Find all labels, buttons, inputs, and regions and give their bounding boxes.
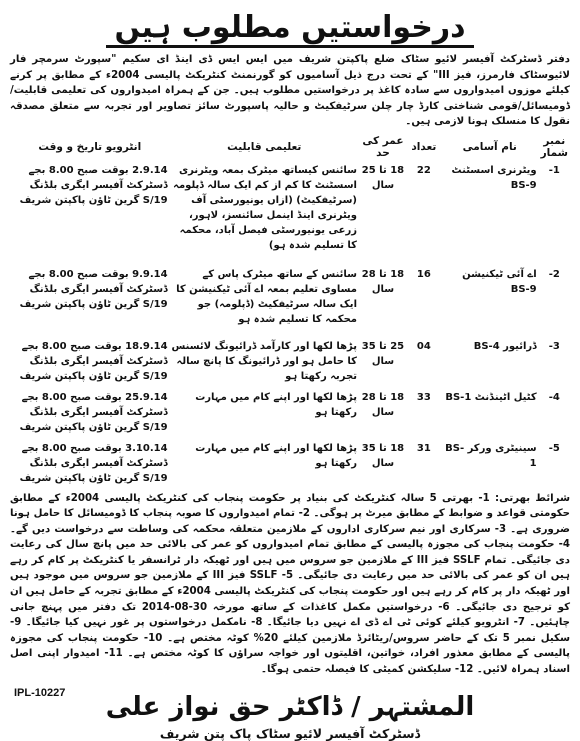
header-count: تعداد bbox=[411, 140, 437, 153]
cell-interview-date: 25.9.14 بوقت صبح 8.00 بجے ڈسٹرکٹ آفیسر ایگری بلڈنگ 19/S گرین ٹاؤن پاکپتن شریف bbox=[19, 391, 168, 433]
cell-count: 31 bbox=[416, 442, 431, 454]
cell-serial: 3- bbox=[548, 340, 560, 352]
cell-serial: 2- bbox=[548, 268, 560, 280]
header-qualification: تعلیمی قابلیت bbox=[227, 140, 302, 153]
cell-age: 25 تا 35 سال bbox=[361, 340, 405, 367]
cell-interview-date: 9.9.14 بوقت صبح 8.00 بجے ڈسٹرکٹ آفیسر ایگری بلڈنگ 19/S گرین ٹاؤن پاکپتن شریف bbox=[19, 268, 168, 310]
page-title bbox=[10, 10, 570, 46]
cell-post: ویٹرنری اسسٹنٹ BS-9 bbox=[451, 164, 537, 191]
header-post: نام آسامی bbox=[462, 140, 517, 153]
cell-count: 33 bbox=[416, 391, 431, 403]
cell-serial: 1- bbox=[548, 164, 560, 176]
cell-post: کٹیل اٹینڈنٹ BS-1 bbox=[445, 391, 537, 403]
office-name: ڈسٹرکٹ آفیسر لائیو سٹاک پاک پتن شریف bbox=[159, 725, 421, 741]
table-row bbox=[10, 264, 570, 336]
cell-count: 04 bbox=[416, 340, 431, 352]
cell-qualification: سائنس کیساتھ میٹرک بمعہ ویٹرنری اسسٹنٹ کا کم از کم ایک سالہ ڈپلومہ (سرٹیفکیٹ) (ازاں یونیورسٹی آف ویٹرنری اینڈ اینمل سائنسز، لاہور، زرعی یونیورسٹی فیصل آباد، محکمہ کا تسلیم شدہ ہو) bbox=[173, 164, 357, 251]
page-title-text: درخواستیں مطلوب ہیں bbox=[106, 10, 473, 48]
ipl-code: IPL-10227 bbox=[14, 687, 66, 699]
table-row bbox=[10, 438, 570, 489]
cell-post: اے آئی ٹیکنیشن BS-9 bbox=[462, 268, 537, 295]
cell-age: 18 تا 35 سال bbox=[361, 442, 405, 469]
recruitment-conditions: شرائط بھرتی: 1- بھرتی 5 سالہ کنٹریکٹ کی بنیاد پر حکومت پنجاب کی کنٹریکٹ پالیسی 2004ء کے مطابق حکومتی قواعد و ضوابط کے مطابق میرٹ پر ہوگی۔ 2- تمام امیدواروں کا صوبہ پنجاب کا ڈومیسائل کا حامل ہونا ضروری ہے۔ 3- سرکاری اور نیم سرکاری اداروں کے ملازمین متعلقہ محکمہ کی وساطت سے درخواست دیں گے۔ 4- حکومت پنجاب کی مجوزہ پالیسی کے مطابق تمام امیدواروں کو عمر کی بالائی حد میں پانچ سال کی رعایت دی جائیگی۔ تمام SSLF فیز III کے ملازمین جو سروس میں ہیں اور ٹھیکہ دار ٹرانسفر یا کنٹریکٹ پر کام کر رہے ہیں ان کو عمر کی بالائی حد میں رعایت دی جائیگی۔ 5- SSLF فیز III کے ملازمین جو سروس میں موجود ہیں اور ٹھیکہ دار پر کام کر رہے ہیں اور حکومت پنجاب کی کنٹریکٹ پالیسی 2004ء کے مطابق تجربہ کے حامل ہیں ان کو ترجیح دی جائیگی۔ 6- درخواستیں مکمل کاغذات کے ساتھ مورخہ 30-08-2014 تک دفتر میں پہنچ جانی چاہئیں۔ 7- انٹرویو کیلئے کوئی ٹی اے ڈی اے نہیں دیا جائیگا۔ 8- نامکمل درخواستوں پر غور نہیں کیا جائیگا۔ 9- سکیل نمبر 5 تک کے حاضر سروس/ریٹائرڈ ملازمین کیلئے 20% کوٹہ مختص ہے۔ 10- حکومت پنجاب کی مجوزہ پالیسی کے مطابق معذور افراد، خواتین، اقلیتوں اور خواجہ سراؤں کا کوٹہ مختص ہے۔ 11- امیدوار اپنی اصل اسناد ہمراہ لائیں۔ 12- سلیکشن کمیٹی کا فیصلہ حتمی ہوگا۔ bbox=[10, 492, 571, 676]
cell-age: 18 تا 28 سال bbox=[361, 268, 405, 295]
cell-age: 18 تا 28 سال bbox=[361, 391, 405, 418]
cell-interview-date: 3.10.14 بوقت صبح 8.00 بجے ڈسٹرکٹ آفیسر ایگری بلڈنگ 19/S گرین ٹاؤن پاکپتن شریف bbox=[19, 442, 168, 484]
cell-count: 22 bbox=[416, 164, 431, 176]
cell-post: سینیٹری ورکر BS-1 bbox=[445, 442, 537, 469]
table-row bbox=[10, 336, 570, 387]
cell-qualification: پڑھا لکھا اور اپنے کام میں مہارت رکھتا ہو bbox=[195, 442, 357, 469]
cell-qualification: پڑھا لکھا اور اپنے کام میں مہارت رکھتا ہو bbox=[195, 391, 357, 418]
cell-serial: 4- bbox=[548, 391, 560, 403]
cell-qualification: سائنس کے ساتھ میٹرک پاس کے مساوی تعلیم بمعہ اے آئی ٹیکنیشن کا ایک سالہ سرٹیفکیٹ (ڈپلومہ) جو محکمہ کا تسلیم شدہ ہو bbox=[176, 268, 357, 325]
intro-paragraph: دفتر ڈسٹرکٹ آفیسر لائیو سٹاک ضلع پاکپتن شریف میں ایس ایس ڈی اینڈ ای سکیم "سپورٹ سرمچر فار لائیوسٹاک فارمرز، فیز III" کے تحت درج ذیل آسامیوں کو گورنمنٹ کنٹریکٹ پالیسی 2004ء کے مطابق پر کرنے کیلئے موزوں امیدواروں سے سادہ کاغذ پر درخواستیں مطلوب ہیں۔ جن کے ہمراہ امیدواروں کی تعلیمی قابلیت/ڈومیسائل/قومی شناختی کارڈ چار چلن سرٹیفکیٹ و حالیہ پاسپورٹ سائز تصاویر اور تجربہ سے متعلق مصدقہ نقول کا منسلک ہونا لازمی ہیں۔ bbox=[10, 54, 571, 127]
table-row bbox=[10, 160, 570, 264]
header-age: عمر کی حد bbox=[362, 134, 404, 159]
header-serial: نمبر شمار bbox=[540, 134, 568, 159]
header-interview-date: انٹرویو تاریخ و وقت bbox=[38, 140, 142, 153]
cell-qualification: پڑھا لکھا اور کارآمد ڈرائیونگ لائسنس کا حامل ہو اور ڈرائیونگ کا پانچ سالہ تجربہ رکھتا ہو bbox=[171, 340, 357, 382]
cell-count: 16 bbox=[416, 268, 431, 280]
cell-interview-date: 2.9.14 بوقت صبح 8.00 بجے ڈسٹرکٹ آفیسر ایگری بلڈنگ 19/S گرین ٹاؤن پاکپتن شریف bbox=[19, 164, 168, 206]
table-header-row bbox=[10, 134, 570, 160]
cell-serial: 5- bbox=[548, 442, 560, 454]
cell-age: 18 تا 25 سال bbox=[361, 164, 405, 191]
table-row bbox=[10, 387, 570, 438]
cell-post: ڈرائیور BS-4 bbox=[473, 340, 537, 352]
advertiser-signature: المشتہر / ڈاکٹر حق نواز علی bbox=[105, 691, 475, 722]
cell-interview-date: 18.9.14 بوقت صبح 8.00 بجے ڈسٹرکٹ آفیسر ایگری بلڈنگ 19/S گرین ٹاؤن پاکپتن شریف bbox=[19, 340, 168, 382]
vacancies-table bbox=[10, 134, 570, 489]
